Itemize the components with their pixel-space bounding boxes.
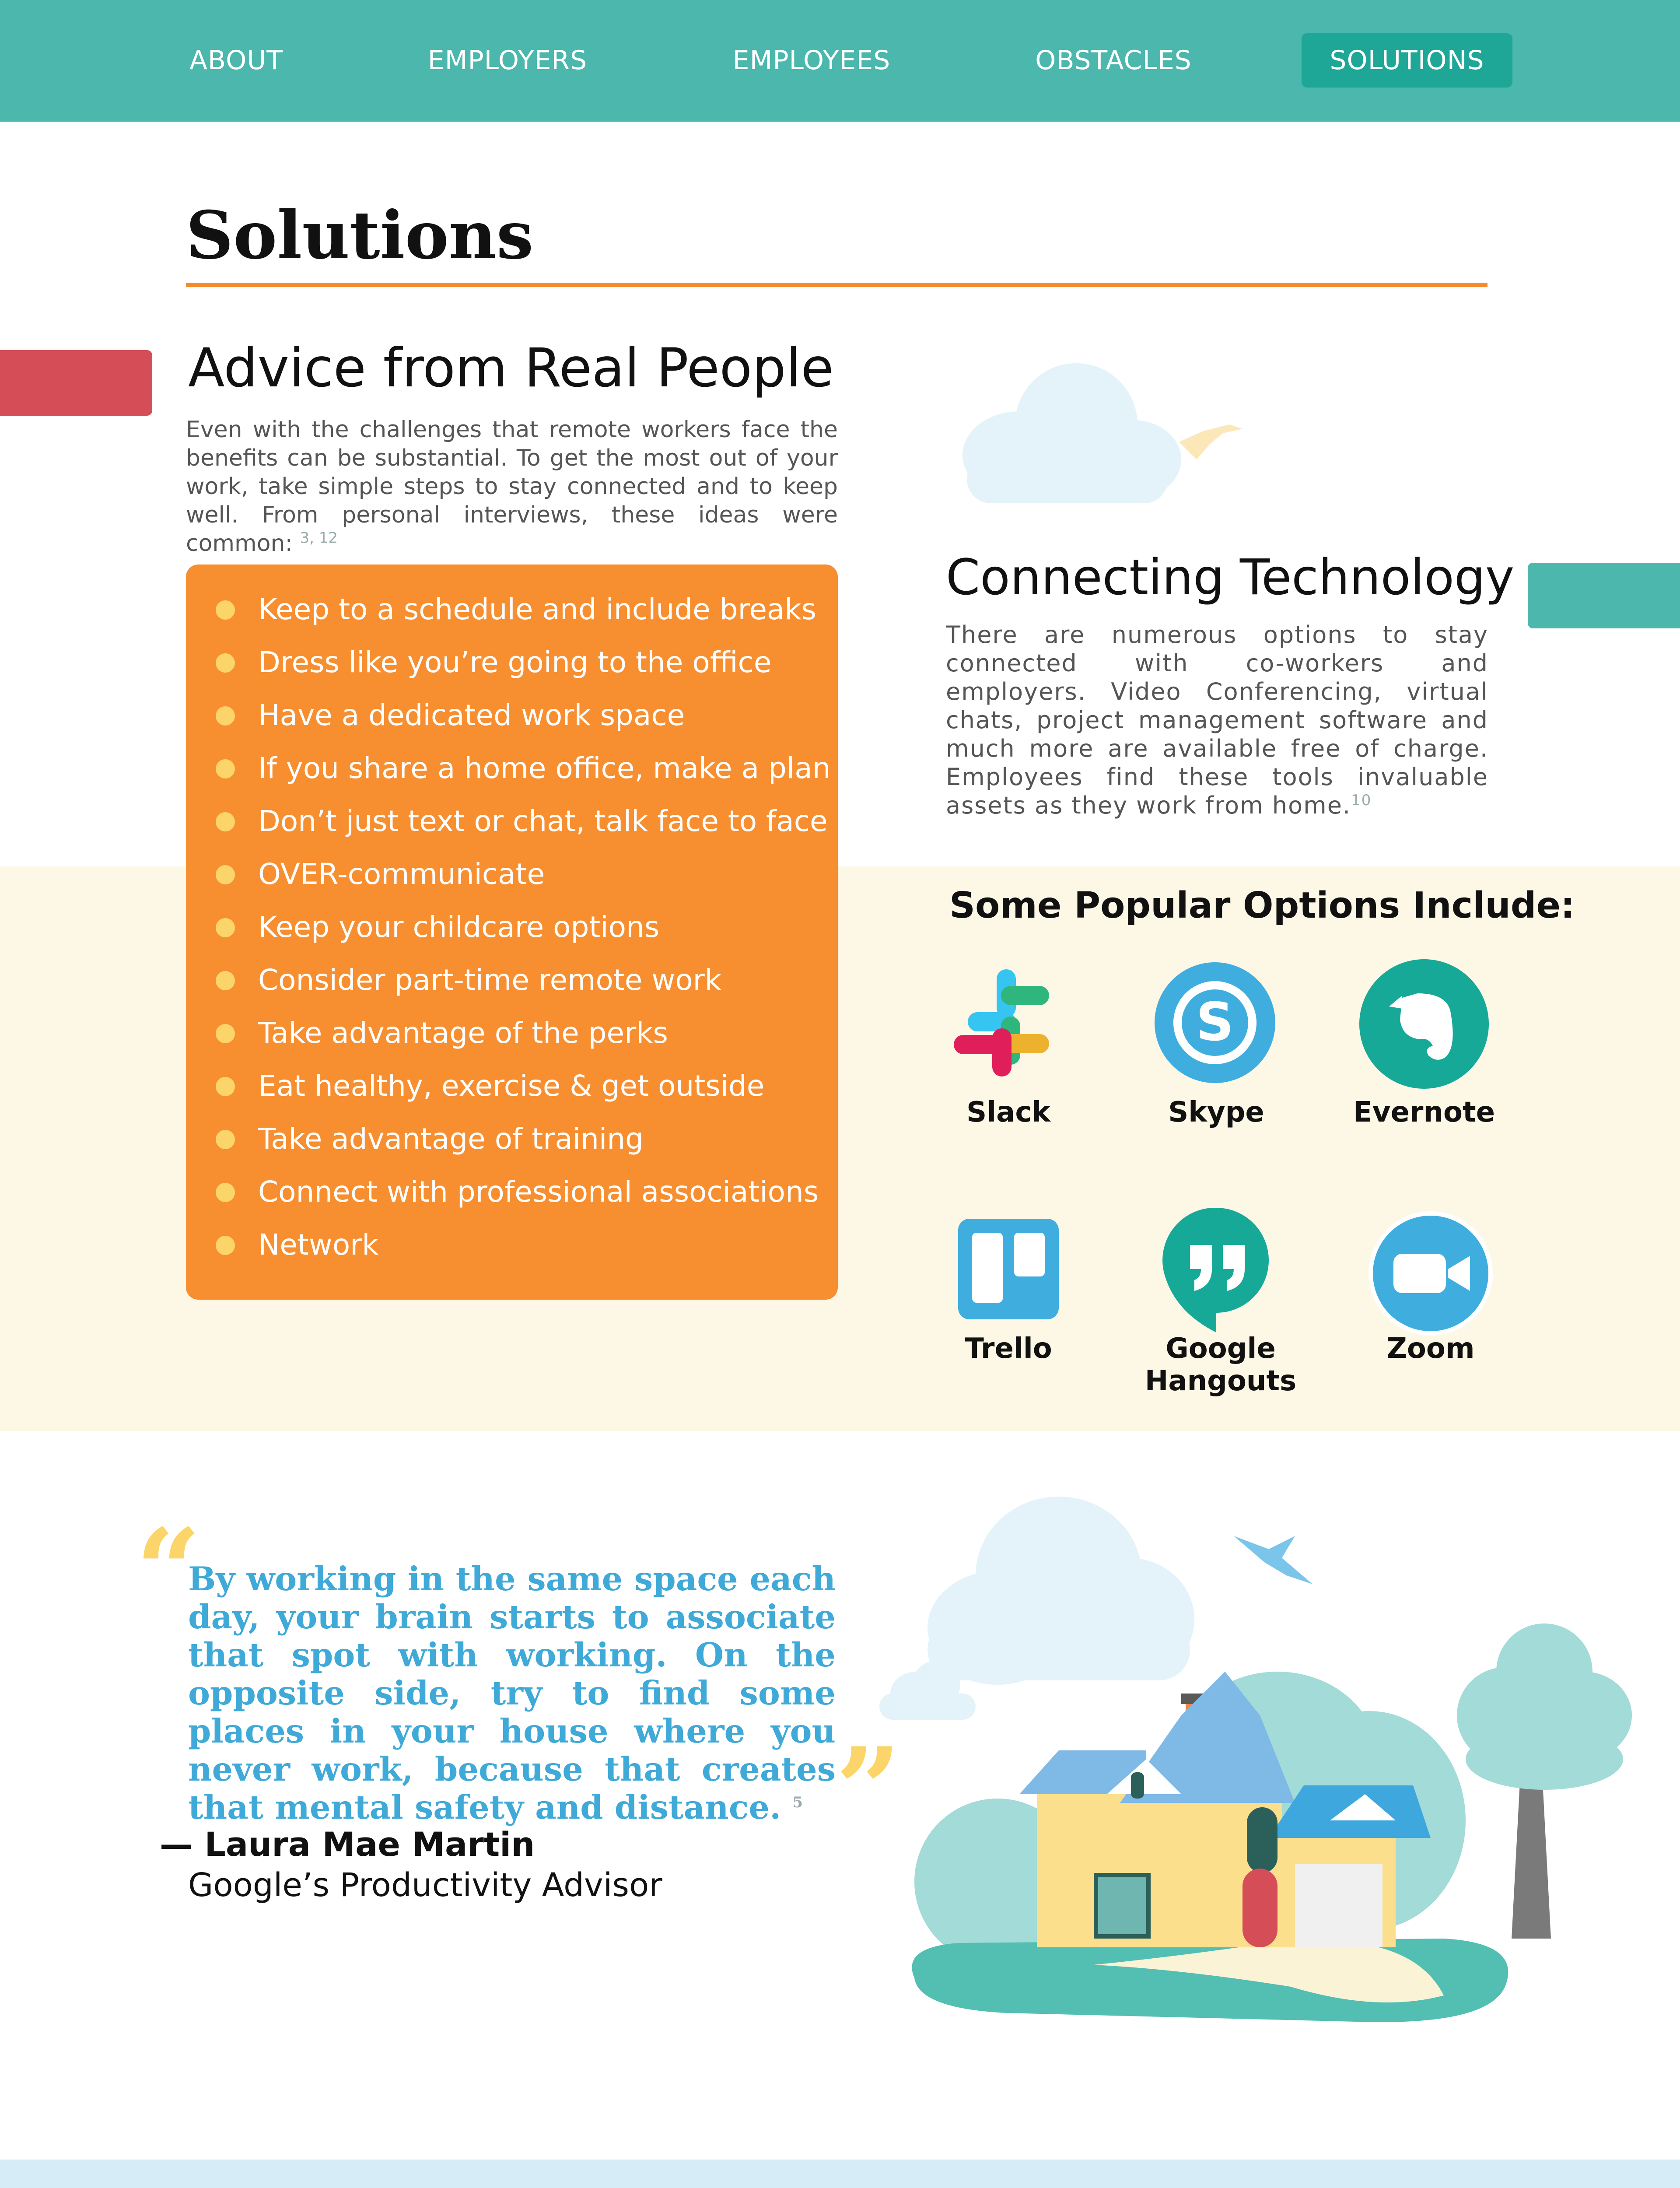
nav-item-employees[interactable]: EMPLOYEES xyxy=(732,45,891,76)
google-hangouts-logo-icon xyxy=(1159,1203,1273,1335)
zoom-logo-icon xyxy=(1367,1210,1494,1337)
tech-heading: Connecting Technology xyxy=(946,549,1515,606)
bullet-dot-icon xyxy=(216,706,235,726)
tip-item: OVER-communicate xyxy=(258,857,545,891)
advice-heading: Advice from Real People xyxy=(188,337,834,399)
app-label-skype: Skype xyxy=(1168,1096,1264,1129)
tip-item: Take advantage of the perks xyxy=(258,1016,668,1050)
tip-item: Keep to a schedule and include breaks xyxy=(258,593,816,626)
tech-body xyxy=(946,621,1488,820)
tech-body-text: There are numerous options to stay connected with co-workers and employers. Video Conferencing, virtual chats, project management software and much more are available free of charge. Employees find these tools invaluable assets as they work from home. xyxy=(946,621,1488,819)
svg-text:S: S xyxy=(1196,992,1234,1053)
bullet-dot-icon xyxy=(216,600,235,620)
bullet-dot-icon xyxy=(216,1077,235,1096)
house-illustration xyxy=(875,1488,1645,2065)
decorative-teal-tab xyxy=(1528,563,1680,628)
close-quote-mark: ” xyxy=(836,1723,901,1856)
quote-author-role: Google’s Productivity Advisor xyxy=(188,1866,662,1904)
bullet-dot-icon xyxy=(216,812,235,831)
title-divider xyxy=(186,283,1488,287)
bullet-dot-icon xyxy=(216,918,235,937)
tip-item: Consider part-time remote work xyxy=(258,963,722,997)
bullet-dot-icon xyxy=(216,1130,235,1149)
page-title: Solutions xyxy=(186,197,534,274)
app-label-evernote: Evernote xyxy=(1353,1096,1495,1129)
bullet-dot-icon xyxy=(216,1024,235,1043)
bullet-dot-icon xyxy=(216,1183,235,1202)
advice-body-text: Even with the challenges that remote workers face the benefits can be substantial. To get the most out of your work, take simple steps to stay connected and to keep well. From personal interviews, these ideas were common: xyxy=(186,417,838,557)
open-quote-mark: “ xyxy=(136,1504,201,1637)
cloud-icon xyxy=(928,1497,1194,1685)
tip-item: Dress like you’re going to the office xyxy=(258,645,772,679)
decorative-red-tab xyxy=(0,350,152,416)
advice-refs: 3, 12 xyxy=(300,529,338,547)
quote-author: — Laura Mae Martin xyxy=(160,1825,535,1864)
nav-item-obstacles[interactable]: OBSTACLES xyxy=(1035,45,1192,76)
bullet-dot-icon xyxy=(216,759,235,778)
tip-item: Network xyxy=(258,1228,379,1262)
tip-item: Keep your childcare options xyxy=(258,910,660,944)
tip-item: Have a dedicated work space xyxy=(258,698,685,732)
app-label-zoom: Zoom xyxy=(1386,1332,1475,1365)
tip-item: Connect with professional associations xyxy=(258,1175,819,1209)
advice-body xyxy=(186,416,838,558)
slack-logo-icon xyxy=(945,961,1072,1087)
tip-item: Don’t just text or chat, talk face to face xyxy=(258,804,828,838)
bullet-dot-icon xyxy=(216,1236,235,1255)
tip-item: If you share a home office, make a plan xyxy=(258,751,831,785)
bullet-dot-icon xyxy=(216,653,235,673)
app-label-trello: Trello xyxy=(965,1332,1052,1365)
quote-text xyxy=(188,1560,836,1827)
evernote-logo-icon xyxy=(1358,958,1490,1090)
nav-item-employers[interactable]: EMPLOYERS xyxy=(427,45,588,76)
nav-item-solutions[interactable]: SOLUTIONS xyxy=(1302,33,1512,88)
trello-logo-icon xyxy=(958,1219,1059,1319)
bullet-dot-icon xyxy=(216,865,235,884)
cloud-icon xyxy=(962,363,1181,503)
skype-logo-icon xyxy=(1153,961,1278,1085)
tips-list xyxy=(186,565,838,1300)
tree-icon xyxy=(1457,1623,1632,1939)
cloud-bird-illustration xyxy=(958,359,1282,503)
app-label-google-hangouts: Google Hangouts xyxy=(1144,1332,1297,1397)
top-nav xyxy=(0,0,1680,122)
bird-icon xyxy=(1234,1536,1312,1584)
references-section xyxy=(0,2160,1680,2188)
tech-refs: 10 xyxy=(1351,792,1372,809)
app-label-slack: Slack xyxy=(966,1096,1050,1129)
quote-body: By working in the same space each day, your brain starts to associate that spot with working. On the opposite side, try to find some places in your house where you never work, because that creates that mental safety and distance. xyxy=(188,1560,836,1827)
quote-refs: 5 xyxy=(792,1794,803,1811)
tip-item: Take advantage of training xyxy=(258,1122,644,1156)
nav-item-about[interactable]: ABOUT xyxy=(189,45,283,76)
bird-icon xyxy=(1179,424,1242,459)
options-heading: Some Popular Options Include: xyxy=(949,885,1575,926)
bullet-dot-icon xyxy=(216,971,235,990)
tip-item: Eat healthy, exercise & get outside xyxy=(258,1069,765,1103)
